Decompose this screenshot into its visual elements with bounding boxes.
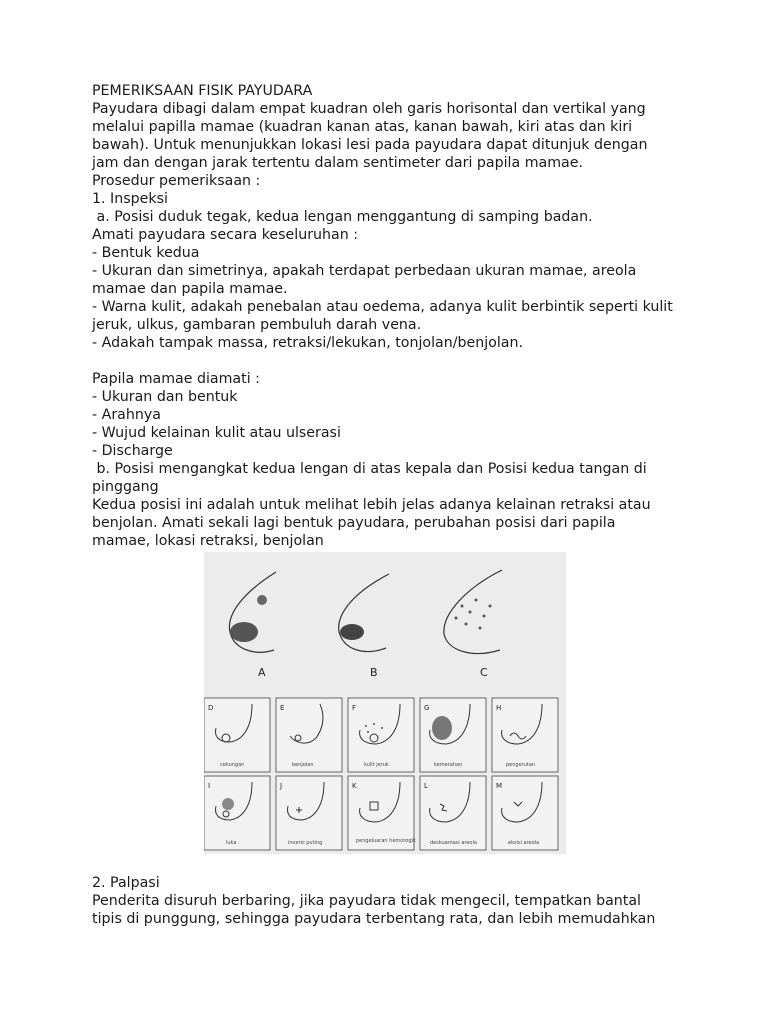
text-block-top [92, 82, 692, 550]
step-b-line: pinggang [92, 479, 159, 495]
intro-line: bawah). Untuk menunjukkan lokasi lesi pada payudara dapat ditunjuk dengan [92, 137, 648, 153]
panel-caption: luka [226, 840, 237, 846]
panel-e [276, 698, 342, 772]
panel-caption: kulit jeruk [364, 762, 389, 768]
observe-heading: Amati payudara secara keseluruhan : [92, 227, 358, 243]
blank-line [92, 352, 692, 370]
panel-i [204, 776, 270, 850]
breast-profile-c [444, 570, 502, 653]
breast-inspection-figure [204, 552, 566, 854]
panel-caption: cekungan [220, 762, 245, 768]
step-b-line: b. Posisi mengangkat kedua lengan di atas kepala dan Posisi kedua tangan di [92, 461, 647, 477]
inspection-heading: 1. Inspeksi [92, 191, 168, 207]
observe-item: - Adakah tampak massa, retraksi/lekukan, tonjolan/benjolan. [92, 335, 523, 351]
papilla-item: - Arahnya [92, 407, 161, 423]
step-b-note-line: Kedua posisi ini adalah untuk melihat lebih jelas adanya kelainan retraksi atau [92, 497, 651, 513]
speckles-c [455, 599, 492, 630]
panel-letter: E [280, 704, 285, 712]
panel-l [420, 776, 486, 850]
document-title: PEMERIKSAAN FISIK PAYUDARA [92, 83, 313, 99]
observe-item: - Bentuk kedua [92, 245, 200, 261]
label-b: B [370, 666, 378, 679]
panel-caption: kemerahan [434, 762, 463, 768]
top-row-drawings [229, 570, 502, 653]
panel-letter: L [424, 782, 428, 790]
panel-j [276, 776, 342, 850]
panel-letter: M [496, 782, 503, 790]
panel-letter: J [280, 782, 283, 790]
breast-profile-b [339, 574, 389, 651]
spot-a [257, 595, 267, 605]
panel-letter: G [424, 704, 430, 712]
panel-caption: benjolan [292, 762, 314, 768]
intro-line: Payudara dibagi dalam empat kuadran oleh garis horisontal dan vertikal yang [92, 101, 646, 117]
panel-caption: eksisi areola [508, 840, 540, 846]
panel-caption: pengeluaran hemorogik [356, 838, 416, 844]
intro-line: melalui papilla mamae (kuadran kanan atas, kanan bawah, kiri atas dan kiri [92, 119, 633, 135]
lesion-b [340, 624, 364, 640]
panel-k [348, 776, 416, 850]
procedure-heading: Prosedur pemeriksaan : [92, 173, 261, 189]
lesion-a [230, 622, 258, 642]
panel-letter: I [208, 782, 211, 790]
panel-m [492, 776, 558, 850]
label-a: A [258, 666, 266, 679]
observe-item: jeruk, ulkus, gambaran pembuluh darah vena. [92, 317, 422, 333]
observe-item: mamae dan papila mamae. [92, 281, 288, 297]
figure-illustration [204, 552, 566, 854]
panel-letter: H [496, 704, 502, 712]
step-b-note-line: mamae, lokasi retraksi, benjolan [92, 533, 324, 549]
panel-g [420, 698, 486, 772]
panel-letter: K [352, 782, 357, 790]
papilla-heading: Papila mamae diamati : [92, 371, 260, 387]
panel-letter: F [352, 704, 357, 712]
papilla-item: - Wujud kelainan kulit atau ulserasi [92, 425, 341, 441]
papilla-item: - Discharge [92, 443, 173, 459]
panel-caption: deskuamasi areola [430, 840, 477, 846]
palpation-line: tipis di punggung, sehingga payudara terbentang rata, dan lebih memudahkan [92, 911, 656, 927]
intro-line: jam dan dengan jarak tertentu dalam sentimeter dari papila mamae. [92, 155, 583, 171]
panel-caption: pengerutan [506, 762, 536, 768]
panel-f [348, 698, 414, 772]
palpation-heading: 2. Palpasi [92, 875, 160, 891]
panel-letter: D [208, 704, 214, 712]
panel-d [204, 698, 270, 772]
step-a: a. Posisi duduk tegak, kedua lengan menggantung di samping badan. [92, 209, 593, 225]
label-c: C [480, 666, 488, 679]
observe-item: - Warna kulit, adakah penebalan atau oedema, adanya kulit berbintik seperti kulit [92, 299, 673, 315]
papilla-item: - Ukuran dan bentuk [92, 389, 238, 405]
step-b-note-line: benjolan. Amati sekali lagi bentuk payudara, perubahan posisi dari papila [92, 515, 616, 531]
palpation-line: Penderita disuruh berbaring, jika payudara tidak mengecil, tempatkan bantal [92, 893, 641, 909]
observe-item: - Ukuran dan simetrinya, apakah terdapat perbedaan ukuran mamae, areola [92, 263, 637, 279]
text-block-bottom [92, 874, 692, 928]
panel-caption: inversi puting [288, 840, 323, 846]
panel-row-2 [204, 776, 558, 850]
panel-h [492, 698, 558, 772]
panel-row-1 [204, 698, 558, 772]
